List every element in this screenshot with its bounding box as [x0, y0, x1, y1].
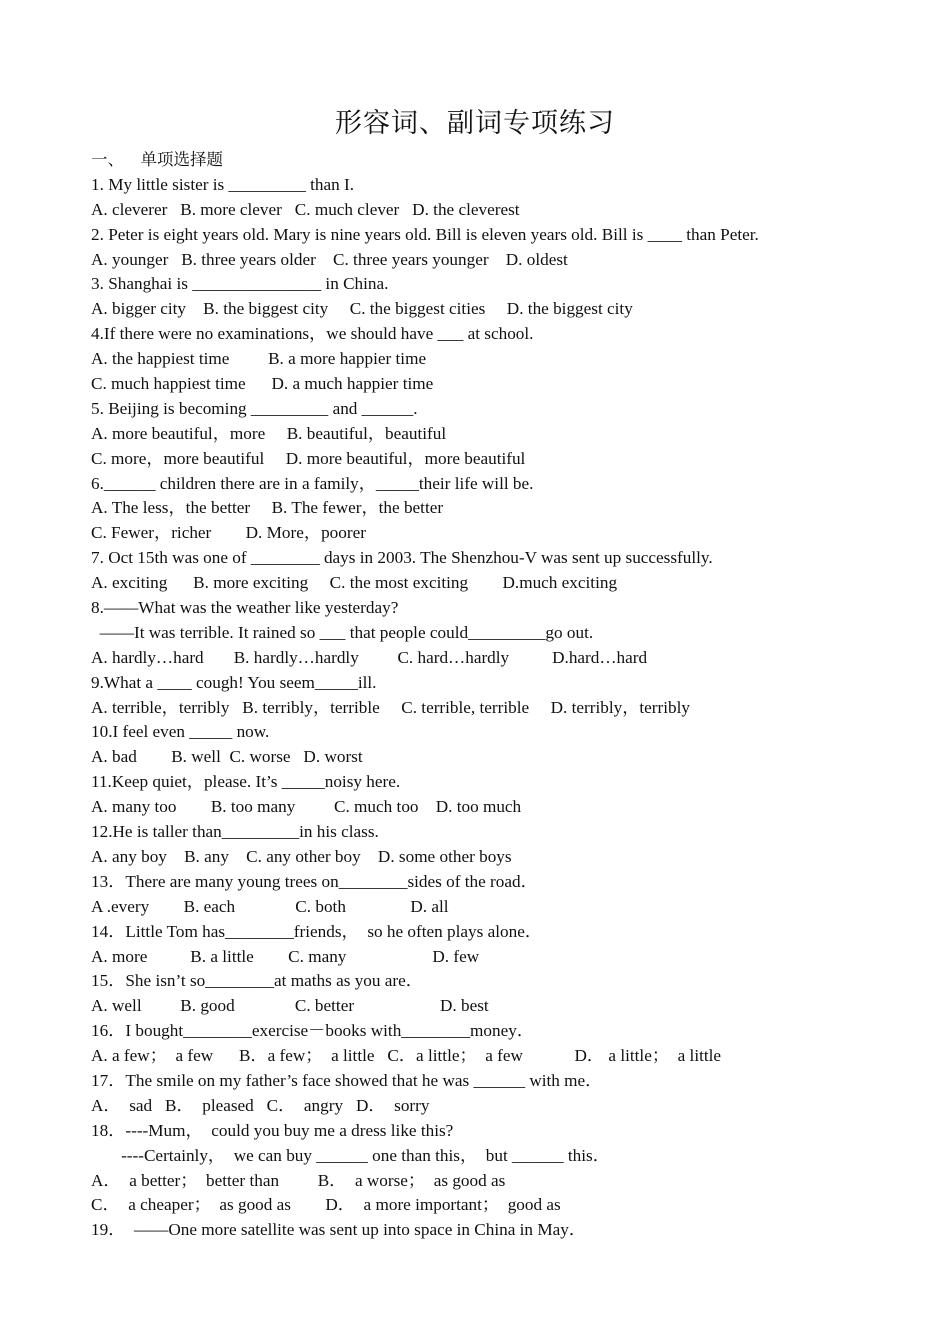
- question-18: 18．----Mum， could you buy me a dress like this?: [91, 1120, 454, 1140]
- question-1: 1. My little sister is _________ than I.: [91, 174, 355, 194]
- question-7: 7. Oct 15th was one of ________ days in 2003. The Shenzhou-V was sent up successfully.: [91, 548, 713, 568]
- options-5-ab: A. more beautiful，more B. beautiful，beautiful: [91, 423, 447, 443]
- options-4-cd: C. much happiest time D. a much happier time: [91, 374, 434, 394]
- question-5: 5. Beijing is becoming _________ and ______.: [91, 398, 418, 418]
- options-18-ab: A． a better； better than B． a worse； as good as: [91, 1170, 506, 1190]
- question-16: 16．I bought________exercise－books with________money．: [91, 1021, 535, 1041]
- options-7: A. exciting B. more exciting C. the most exciting D.much exciting: [91, 573, 618, 593]
- question-4: 4.If there were no examinations，we should have ___ at school.: [91, 324, 534, 344]
- options-4-ab: A. the happiest time B. a more happier time: [91, 349, 427, 369]
- page-title: 形容词、副词专项练习: [335, 108, 615, 139]
- options-13: A .every B. each C. both D. all: [91, 896, 449, 916]
- options-15: A. well B. good C. better D. best: [91, 996, 489, 1016]
- question-19: 19． ——One more satellite was sent up into space in China in May．: [91, 1220, 587, 1240]
- options-9: A. terrible，terribly B. terribly，terrible C. terrible, terrible D. terribly，terribly: [91, 697, 690, 717]
- question-2: 2. Peter is eight years old. Mary is nine years old. Bill is eleven years old. Bill is ____ than Peter.: [91, 224, 759, 244]
- question-14: 14．Little Tom has________friends， so he often plays alone．: [91, 921, 543, 941]
- question-15: 15．She isn’t so________at maths as you are．: [91, 971, 423, 991]
- question-18-reply: ----Certainly， we can buy ______ one than this， but ______ this．: [91, 1145, 610, 1165]
- options-6-ab: A. The less，the better B. The fewer，the better: [91, 498, 444, 518]
- question-6: 6.______ children there are in a family，_____their life will be.: [91, 473, 534, 493]
- question-9: 9.What a ____ cough! You seem_____ill.: [91, 672, 377, 692]
- options-16: A. a few； a few B．a few； a little C．a little； a few D． a little； a little: [91, 1046, 722, 1066]
- options-3: A. bigger city B. the biggest city C. the biggest cities D. the biggest city: [91, 299, 633, 319]
- options-11: A. many too B. too many C. much too D. too much: [91, 797, 522, 817]
- question-8-reply: ——It was terrible. It rained so ___ that people could_________go out.: [91, 622, 594, 642]
- options-10: A. bad B. well C. worse D. worst: [91, 747, 363, 767]
- options-6-cd: C. Fewer，richer D. More，poorer: [91, 523, 366, 543]
- exercise-content: [91, 148, 891, 1243]
- question-13: 13．There are many young trees on________sides of the road．: [91, 871, 538, 891]
- question-10: 10.I feel even _____ now.: [91, 722, 270, 742]
- question-11: 11.Keep quiet，please. It’s _____noisy here.: [91, 772, 401, 792]
- options-1: A. cleverer B. more clever C. much clever D. the cleverest: [91, 199, 520, 219]
- question-17: 17．The smile on my father’s face showed that he was ______ with me．: [91, 1070, 603, 1090]
- options-17: A． sad B． pleased C． angry D． sorry: [91, 1095, 430, 1115]
- options-18-cd: C． a cheaper； as good as D． a more important； good as: [91, 1195, 561, 1215]
- options-2: A. younger B. three years older C. three years younger D. oldest: [91, 249, 568, 269]
- options-14: A. more B. a little C. many D. few: [91, 946, 480, 966]
- question-12: 12.He is taller than_________in his class.: [91, 822, 379, 842]
- options-12: A. any boy B. any C. any other boy D. some other boys: [91, 846, 512, 866]
- question-8: 8.——What was the weather like yesterday?: [91, 598, 399, 618]
- section-heading: 一、 单项选择题: [91, 150, 223, 169]
- options-5-cd: C. more，more beautiful D. more beautiful，more beautiful: [91, 448, 526, 468]
- options-8: A. hardly…hard B. hardly…hardly C. hard…hardly D.hard…hard: [91, 647, 648, 667]
- question-3: 3. Shanghai is _______________ in China.: [91, 274, 389, 294]
